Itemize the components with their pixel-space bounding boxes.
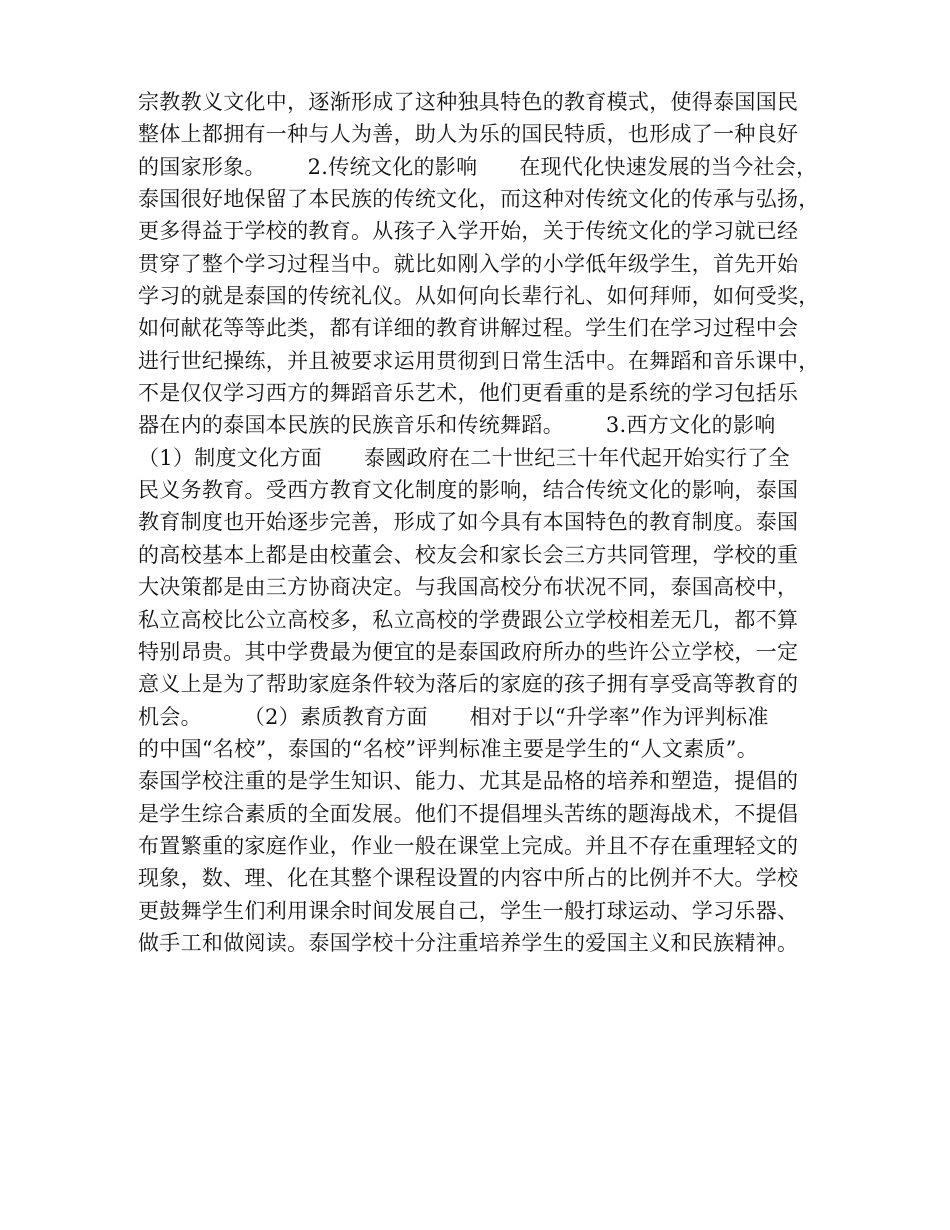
text-line: 泰国很好地保留了本民族的传统文化，而这种对传统文化的传承与弘扬，: [138, 187, 820, 212]
text-line: 如何献花等等此类，都有详细的教育讲解过程。学生们在学习过程中会: [138, 316, 799, 341]
text-line: 的高校基本上都是由校董会、校友会和家长会三方共同管理，学校的重: [138, 542, 799, 567]
text-line: 宗教教义文化中，逐渐形成了这种独具特色的教育模式，使得泰国国民: [138, 90, 799, 114]
text-line: 民义务教育。受西方教育文化制度的影响，结合传统文化的影响，泰国: [138, 478, 799, 503]
text-line: 布置繁重的家庭作业，作业一般在课堂上完成。并且不存在重理轻文的: [138, 833, 799, 858]
body-text: [138, 86, 838, 959]
text-line: 是学生综合素质的全面发展。他们不提倡埋头苦练的题海战术，不提倡: [138, 801, 799, 826]
text-line: 大决策都是由三方协商决定。与我国高校分布状况不同，泰国高校中，: [138, 575, 799, 600]
text-line: 更鼓舞学生们利用课余时间发展自己，学生一般打球运动、学习乐器、: [138, 898, 799, 923]
text-line: 的中国“名校”，泰国的“名校”评判标准主要是学生的“人文素质”。: [138, 736, 759, 761]
text-line: 特别昂贵。其中学费最为便宜的是泰国政府所办的些许公立学校，一定: [138, 639, 799, 664]
text-line: 整体上都拥有一种与人为善，助人为乐的国民特质，也形成了一种良好: [138, 122, 799, 147]
text-line: 更多得益于学校的教育。从孩子入学开始，关于传统文化的学习就已经: [138, 219, 799, 244]
text-line: 不是仅仅学习西方的舞蹈音乐艺术，他们更看重的是系统的学习包括乐: [138, 381, 799, 406]
text-line: 机会。 （2）素质教育方面 相对于以“升学率”作为评判标准: [138, 704, 769, 729]
text-line: 私立高校比公立高校多，私立高校的学费跟公立学校相差无几，都不算: [138, 607, 799, 632]
text-line: 器在内的泰国本民族的民族音乐和传统舞蹈。 3.西方文化的影响: [138, 413, 776, 438]
text-line: 教育制度也开始逐步完善，形成了如今具有本国特色的教育制度。泰国: [138, 510, 799, 535]
text-line: 学习的就是泰国的传统礼仪。从如何向长辈行礼、如何拜师，如何受奖，: [138, 284, 820, 309]
text-line: 现象，数、理、化在其整个课程设置的内容中所占的比例并不大。学校: [138, 866, 799, 891]
text-line: （1）制度文化方面 泰國政府在二十世纪三十年代起开始实行了全: [138, 445, 790, 470]
text-line: 做手工和做阅读。泰国学校十分注重培养学生的爱国主义和民族精神。: [138, 930, 799, 955]
text-line: 进行世纪操练，并且被要求运用贯彻到日常生活中。在舞蹈和音乐课中，: [138, 348, 820, 373]
text-line: 贯穿了整个学习过程当中。就比如刚入学的小学低年级学生，首先开始: [138, 251, 799, 276]
text-line: 的国家形象。 2.传统文化的影响 在现代化快速发展的当今社会，: [138, 154, 818, 179]
text-line: 泰国学校注重的是学生知识、能力、尤其是品格的培养和塑造，提倡的: [138, 769, 799, 794]
text-line: 意义上是为了帮助家庭条件较为落后的家庭的孩子拥有享受高等教育的: [138, 672, 799, 697]
